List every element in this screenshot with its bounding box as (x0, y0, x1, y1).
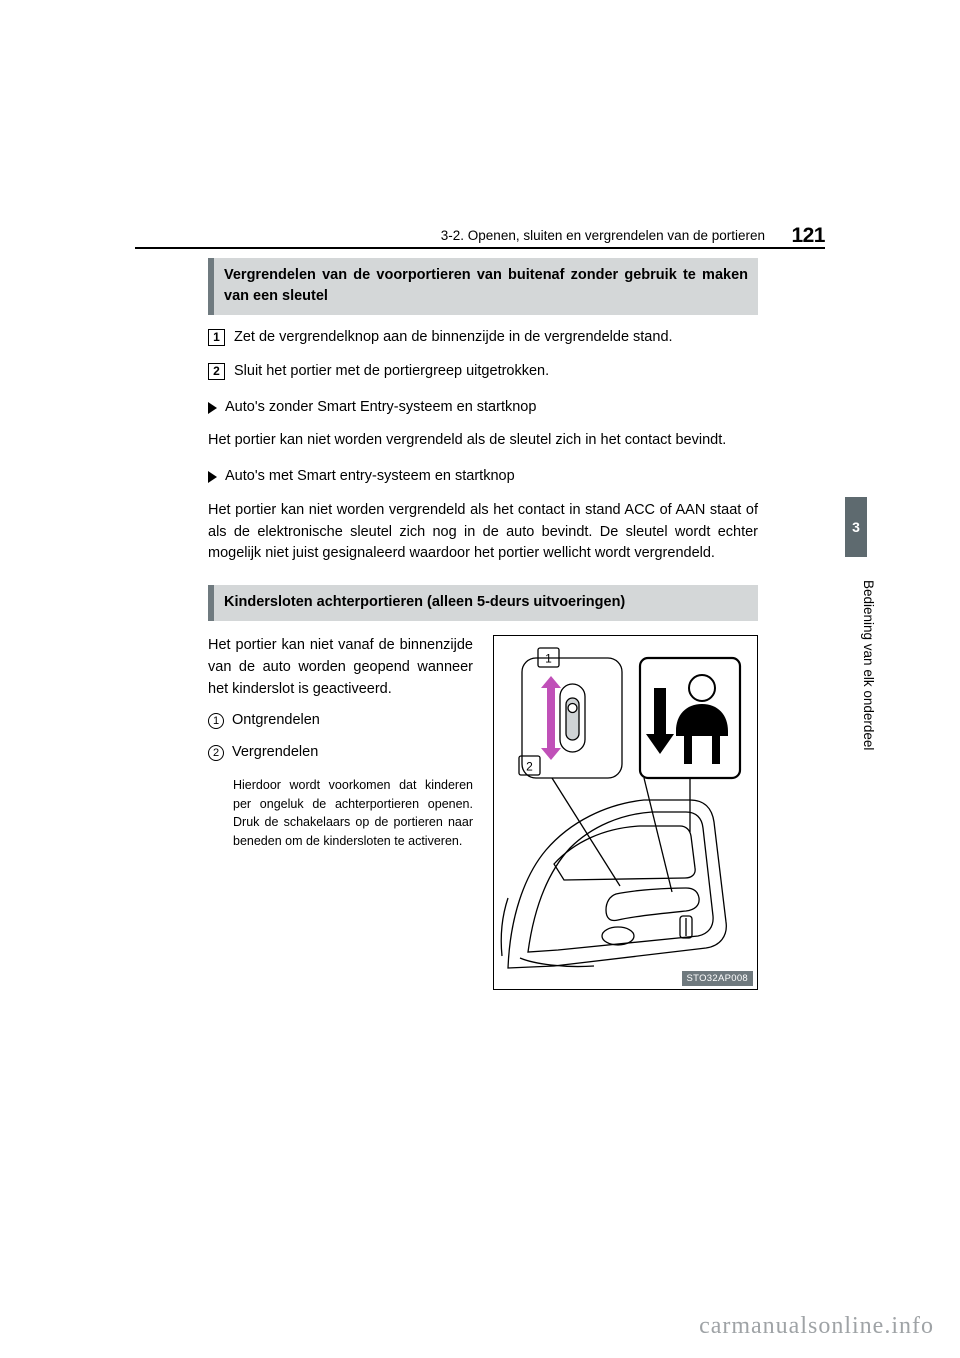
step-number: 1 (208, 329, 225, 346)
svg-text:2: 2 (526, 759, 533, 774)
section-heading-lock-front-doors: Vergrendelen van de voorportieren van buitenaf zonder gebruik te maken van een sleutel (208, 258, 758, 315)
bullet-text: Auto's met Smart entry-systeem en startknop (225, 468, 515, 485)
chapter-tab (845, 497, 867, 557)
callout-number: 2 (208, 745, 224, 761)
paragraph: Het portier kan niet worden vergrendeld als het contact in stand ACC of AAN staat of als de elektronische sleutel zich nog in de auto bevindt. De sleutel wordt echter mogelijk niet juist gesignaleerd waardoor het portier wellicht wordt vergrendeld. (208, 501, 758, 562)
chapter-number: 3 (852, 519, 860, 535)
header-divider (135, 247, 825, 250)
child-locks-text-column (208, 635, 473, 851)
bullet-item (208, 466, 758, 488)
note-text: Hierdoor wordt voorkomen dat kinderen per ongeluk de achterportieren openen. Druk de schakelaars op de portieren naar beneden om de kindersloten te activeren. (233, 777, 473, 849)
list-item-label: Ontgrendelen (232, 712, 320, 729)
triangle-bullet-icon (208, 471, 217, 483)
arrow-updown-icon (541, 676, 561, 760)
arrow-down-icon (646, 688, 674, 754)
child-locks-body (208, 635, 758, 995)
section-child-locks (208, 585, 758, 995)
step-item (208, 327, 758, 349)
list-item-label: Vergrendelen (232, 744, 319, 761)
callout-number: 1 (208, 713, 224, 729)
page-content (208, 258, 758, 995)
child-lock-illustration (493, 635, 758, 990)
step-text: Zet de vergrendelknop aan de binnenzijde in de vergrendelde stand. (234, 329, 673, 346)
header-section-title: 3-2. Openen, sluiten en vergrendelen van de portieren (440, 228, 765, 243)
chapter-label: Bediening van elk onderdeel (861, 580, 876, 751)
list-item (208, 742, 473, 764)
section-heading-child-locks: Kindersloten achterportieren (alleen 5-deurs uitvoeringen) (208, 585, 758, 621)
step-item (208, 361, 758, 383)
bullet-text: Auto's zonder Smart Entry-systeem en startknop (225, 398, 537, 415)
svg-text:1: 1 (545, 651, 552, 666)
triangle-bullet-icon (208, 402, 217, 414)
step-text: Sluit het portier met de portiergreep uitgetrokken. (234, 362, 550, 379)
page-header (135, 215, 825, 249)
bullet-item (208, 397, 758, 419)
paragraph: Het portier kan niet worden vergrendeld als de sleutel zich in het contact bevindt. (208, 432, 727, 449)
step-number: 2 (208, 363, 225, 380)
paragraph: Het portier kan niet vanaf de binnenzijde van de auto worden geopend wanneer het kinderslot is geactiveerd. (208, 637, 473, 697)
figure-code: STO32AP008 (682, 971, 753, 986)
illustration-svg (494, 636, 757, 989)
watermark: carmanualsonline.info (699, 1313, 934, 1339)
list-item (208, 710, 473, 732)
page-number: 121 (791, 224, 825, 247)
